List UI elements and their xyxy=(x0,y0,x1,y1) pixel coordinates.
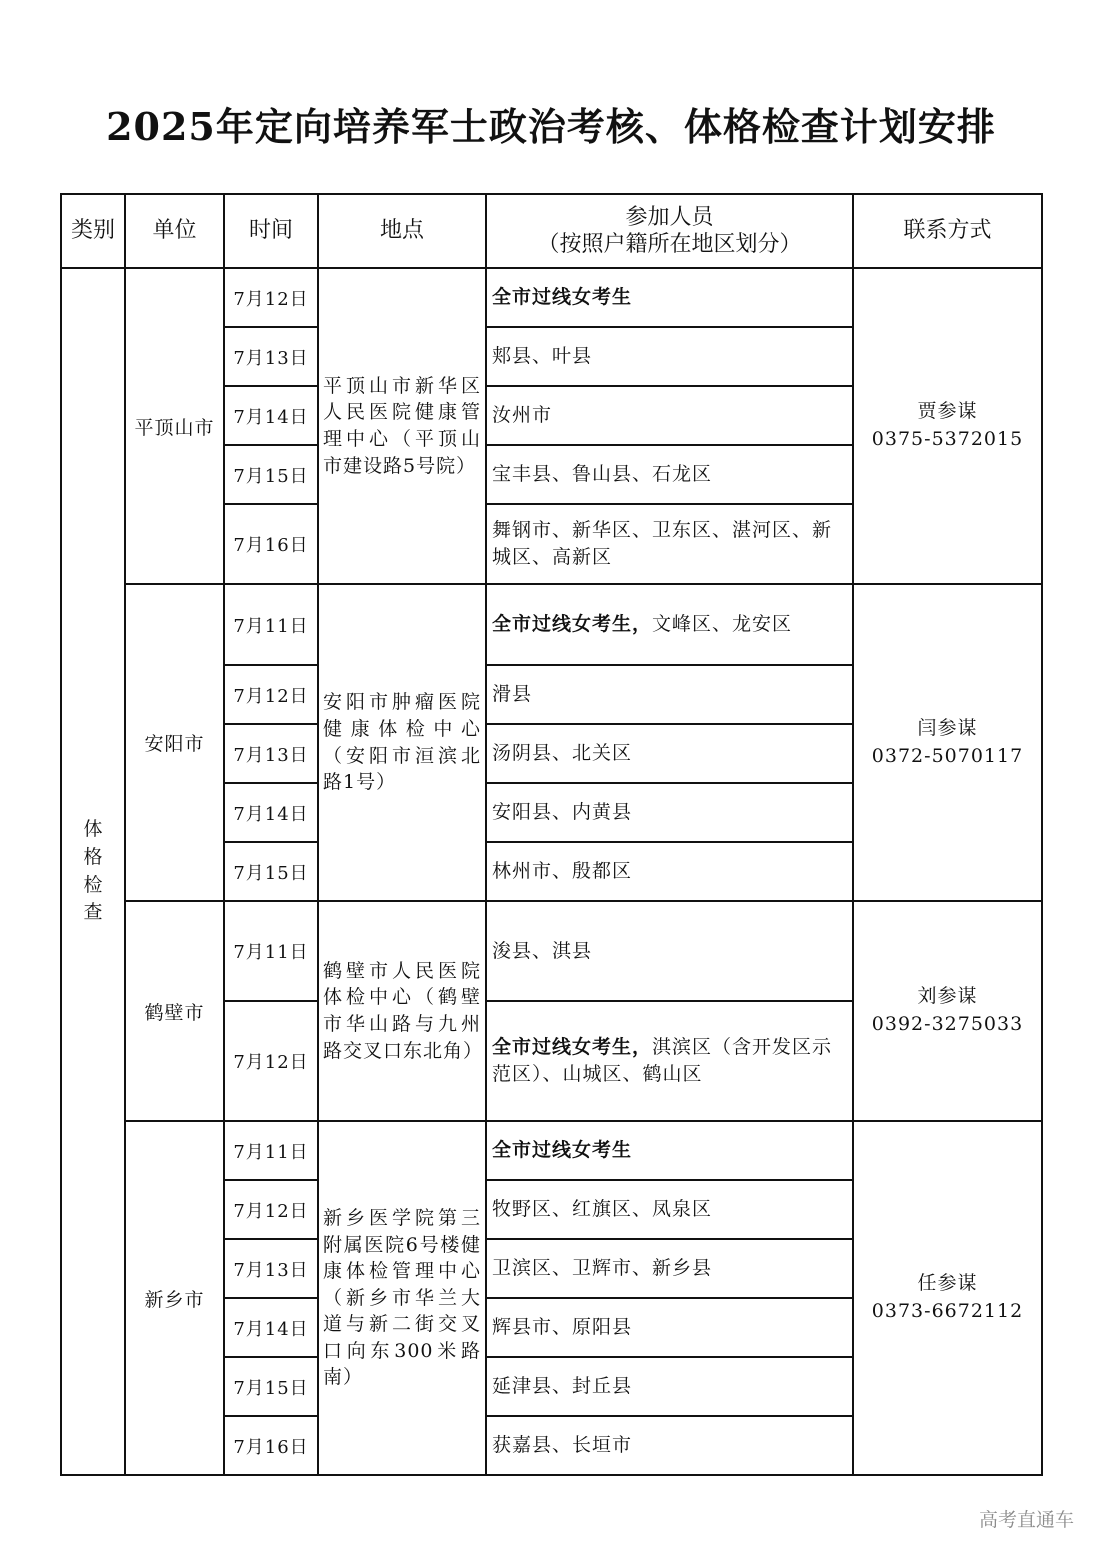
participants-bold: 全市过线女考生 xyxy=(492,1139,633,1162)
participants-text: 文峰区、龙安区 xyxy=(652,613,793,636)
date-cell: 7月16日 xyxy=(224,1416,318,1475)
participants-text: 宝丰县、鲁山县、石龙区 xyxy=(492,463,713,486)
header-participants-line2: （按照户籍所在地区划分） xyxy=(537,232,802,257)
participants-cell xyxy=(486,504,853,584)
participants-text: 汝州市 xyxy=(492,404,553,427)
participants-text: 卫滨区、卫辉市、新乡县 xyxy=(492,1257,713,1280)
participants-bold: 全市过线女考生， xyxy=(492,613,653,636)
contact-name: 任参谋 xyxy=(917,1272,978,1295)
participants-cell xyxy=(486,1357,853,1416)
participants-cell xyxy=(486,1416,853,1475)
location-cell: 新乡医学院第三附属医院6号楼健康体检管理中心（新乡市华兰大道与新二街交叉口向东300米路南） xyxy=(318,1121,486,1475)
participants-text: 延津县、封丘县 xyxy=(492,1375,633,1398)
header-participants-line1: 参加人员 xyxy=(625,204,714,230)
contact-name: 刘参谋 xyxy=(917,985,978,1008)
participants-text: 获嘉县、长垣市 xyxy=(492,1434,633,1457)
header-participants xyxy=(486,194,853,268)
header-category: 类别 xyxy=(61,194,125,268)
date-cell: 7月14日 xyxy=(224,1298,318,1357)
contact-cell xyxy=(853,1121,1042,1475)
category-cell xyxy=(61,268,125,1475)
participants-cell xyxy=(486,783,853,842)
date-cell: 7月12日 xyxy=(224,1001,318,1121)
participants-cell xyxy=(486,724,853,783)
contact-name: 闫参谋 xyxy=(917,716,978,739)
date-cell: 7月12日 xyxy=(224,268,318,327)
unit-cell: 安阳市 xyxy=(125,584,224,901)
header-row xyxy=(61,194,1042,268)
contact-cell xyxy=(853,901,1042,1121)
date-cell: 7月15日 xyxy=(224,1357,318,1416)
category-label: 体格检查 xyxy=(83,818,103,924)
location-cell: 平顶山市新华区人民医院健康管理中心（平顶山市建设路5号院） xyxy=(318,268,486,584)
participants-cell xyxy=(486,584,853,665)
participants-text: 林州市、殷都区 xyxy=(492,860,633,883)
date-cell: 7月11日 xyxy=(224,1121,318,1180)
participants-text: 牧野区、红旗区、凤泉区 xyxy=(492,1198,713,1221)
date-cell: 7月13日 xyxy=(224,724,318,783)
participants-cell xyxy=(486,1180,853,1239)
contact-phone: 0373-6672112 xyxy=(871,1300,1024,1322)
date-cell: 7月13日 xyxy=(224,327,318,386)
participants-text: 浚县、淇县 xyxy=(492,939,593,962)
unit-cell: 新乡市 xyxy=(125,1121,224,1475)
participants-cell xyxy=(486,445,853,504)
participants-text: 辉县市、原阳县 xyxy=(492,1316,633,1339)
participants-bold: 全市过线女考生， xyxy=(492,1036,653,1059)
contact-phone: 0375-5372015 xyxy=(871,428,1024,450)
participants-cell xyxy=(486,1239,853,1298)
contact-cell xyxy=(853,584,1042,901)
date-cell: 7月16日 xyxy=(224,504,318,584)
table-row xyxy=(61,901,1042,1001)
date-cell: 7月15日 xyxy=(224,842,318,901)
participants-text: 汤阴县、北关区 xyxy=(492,742,633,765)
location-cell: 安阳市肿瘤医院健康体检中心（安阳市洹滨北路1号） xyxy=(318,584,486,901)
table-body xyxy=(61,268,1042,1475)
contact-name: 贾参谋 xyxy=(917,400,978,423)
date-cell: 7月12日 xyxy=(224,665,318,724)
participants-text: 滑县 xyxy=(492,683,533,706)
participants-cell xyxy=(486,386,853,445)
participants-cell xyxy=(486,842,853,901)
participants-text: 郏县、叶县 xyxy=(492,345,593,368)
date-cell: 7月14日 xyxy=(224,783,318,842)
participants-cell xyxy=(486,1121,853,1180)
contact-cell xyxy=(853,268,1042,584)
participants-cell xyxy=(486,901,853,1001)
header-unit: 单位 xyxy=(125,194,224,268)
location-cell: 鹤壁市人民医院体检中心（鹤壁市华山路与九州路交叉口东北角） xyxy=(318,901,486,1121)
date-cell: 7月15日 xyxy=(224,445,318,504)
participants-text: 安阳县、内黄县 xyxy=(492,801,633,824)
page-title: 2025年定向培养军士政治考核、体格检查计划安排 xyxy=(106,104,996,149)
header-location: 地点 xyxy=(318,194,486,268)
date-cell: 7月12日 xyxy=(224,1180,318,1239)
participants-cell xyxy=(486,665,853,724)
unit-cell: 鹤壁市 xyxy=(125,901,224,1121)
unit-cell: 平顶山市 xyxy=(125,268,224,584)
participants-cell xyxy=(486,327,853,386)
participants-text: 舞钢市、新华区、卫东区、湛河区、新城区、高新区 xyxy=(492,519,833,568)
table-row xyxy=(61,584,1042,665)
contact-phone: 0372-5070117 xyxy=(871,744,1024,767)
schedule-table xyxy=(60,193,1043,1476)
table-row xyxy=(61,1121,1042,1180)
participants-cell xyxy=(486,1001,853,1121)
date-cell: 7月14日 xyxy=(224,386,318,445)
header-time: 时间 xyxy=(224,194,318,268)
participants-cell xyxy=(486,268,853,327)
participants-cell xyxy=(486,1298,853,1357)
date-cell: 7月11日 xyxy=(224,584,318,665)
date-cell: 7月11日 xyxy=(224,901,318,1001)
date-cell: 7月13日 xyxy=(224,1239,318,1298)
watermark: 高考直通车 xyxy=(978,1509,1074,1531)
participants-bold: 全市过线女考生 xyxy=(492,286,633,309)
header-contact: 联系方式 xyxy=(853,194,1042,268)
table-row xyxy=(61,268,1042,327)
contact-phone: 0392-3275033 xyxy=(871,1013,1024,1035)
participants-text: 淇滨区（含开发区示范区）、山城区、鹤山区 xyxy=(492,1036,833,1085)
